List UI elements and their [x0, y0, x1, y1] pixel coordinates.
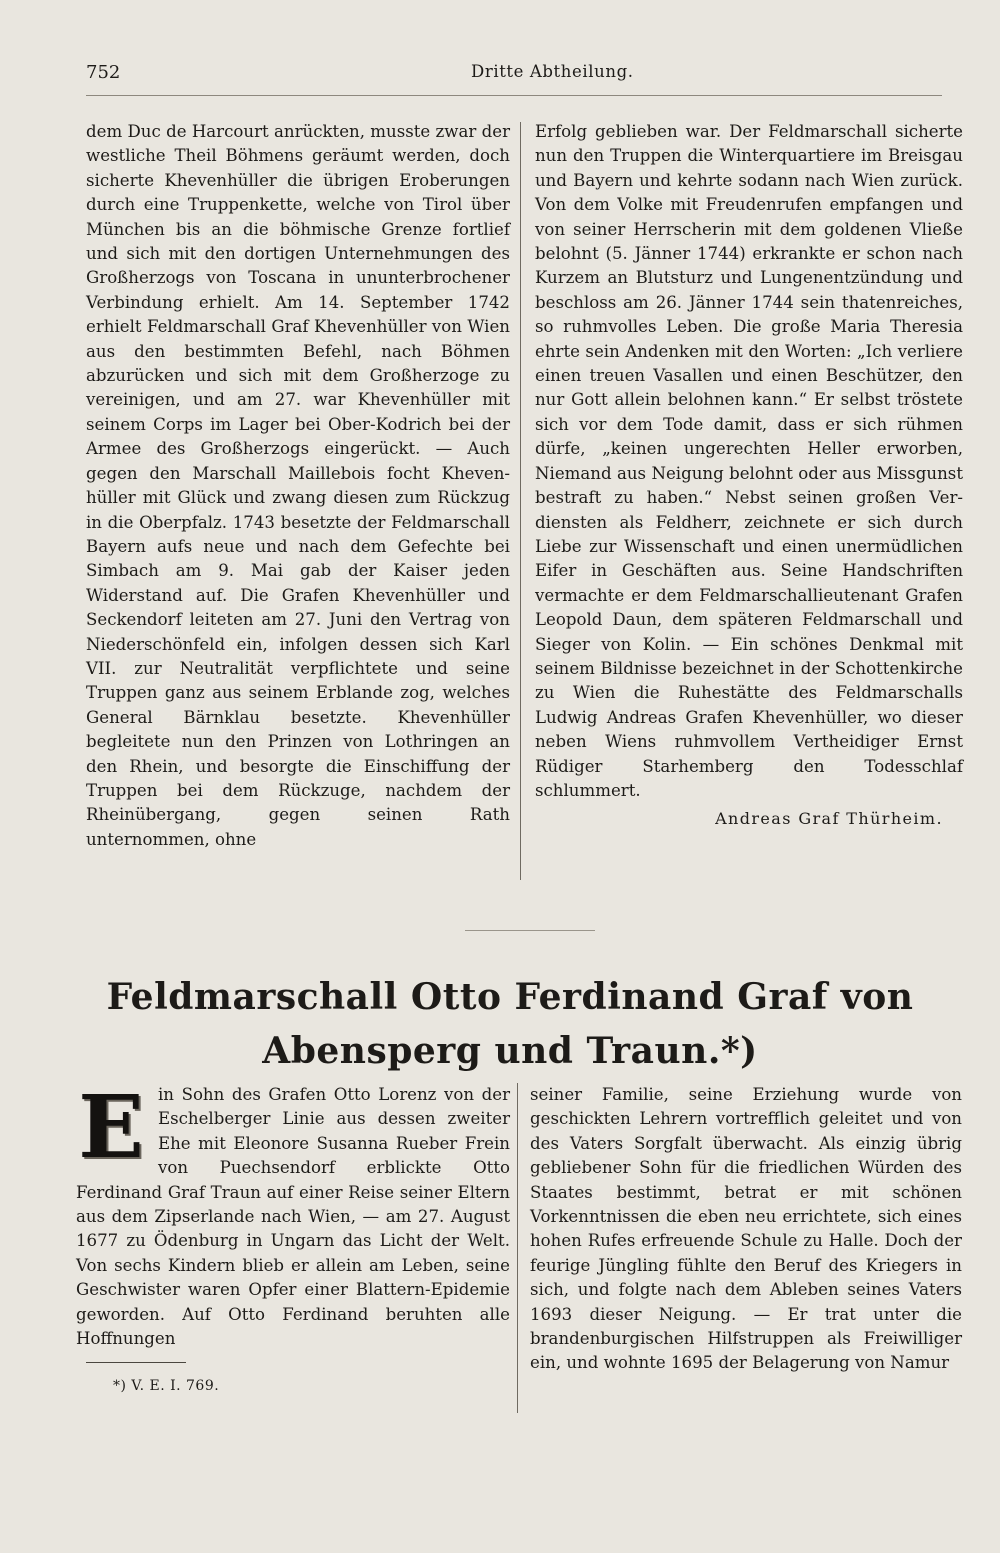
top-right-column — [535, 120, 963, 828]
bottom-left-column — [76, 1077, 510, 1351]
section-heading: Dritte Abtheilung. — [471, 62, 634, 81]
running-head — [86, 62, 940, 86]
bottom-right-column — [530, 1083, 962, 1376]
top-left-text: dem Duc de Harcourt anrückten, musste zwar der westliche Theil Böhmens geräumt werden, doch sicherte Khevenhüller die übrigen Eroberungen durch eine Truppenkette, welche von Tirol über München bis an die böhmische Grenze fortlief und sich mit den dortigen Unternehmungen des Großherzogs von Toscana in ununterbrochener Verbindung erhielt. Am 14. September 1742 erhielt Feldmarschall Graf Khevenhüller von Wien aus den bestimmten Befehl, nach Böhmen abzurücken und sich mit dem Großherzoge zu vereinigen, und am 27. war Khevenhüller mit seinem Corps im Lager bei Ober-Kodrich bei der Armee des Großherzogs eingerückt. — Auch gegen den Marschall Maillebois focht Khevenhüller mit Glück und zwang diesen zum Rückzug in die Oberpfalz. 1743 besetzte der Feldmarschall Bayern aufs neue und nach dem Gefechte bei Simbach am 9. Mai gab der Kaiser jeden Widerstand auf. Die Grafen Khevenhüller und Seckendorf leiteten am 27. Juni den Vertrag von Niederschönfeld ein, infolgen dessen sich Karl VII. zur Neutralität verpflichtete und seine Truppen ganz aus seinem Erblande zog, welches General Bärnklau besetzte. Khevenhüller begleitete nun den Prinzen von Lothringen an den Rhein, und besorgte die Einschiffung der Truppen bei dem Rückzuge, nachdem der Rheinübergang, gegen seinen Rath unternommen, ohne — [86, 122, 510, 849]
top-right-text: Erfolg geblieben war. Der Feldmarschall sicherte nun den Truppen die Winterquartiere im Breisgau und Bayern und kehrte sodann nach Wien zurück. Von dem Volke mit Freudenrufen empfangen und von seiner Herrscherin mit dem goldenen Vließe belohnt (5. Jänner 1744) erkrankte er schon nach Kurzem an Blutsturz und Lungenentzündung und beschloss am 26. Jänner 1744 sein thatenreiches, so ruhmvolles Leben. Die große Maria Theresia ehrte sein Andenken mit den Worten: „Ich verliere einen treuen Vasallen und einen Beschützer, den nur Gott allein belohnen kann.“ Er selbst tröstete sich vor dem Tode damit, dass er sich rühmen dürfe, „keinen ungerechten Heller erworben, Niemand aus Neigung belohnt oder aus Missgunst bestraft zu haben.“ Nebst seinen großen Verdiensten als Feldherr, zeichnete er sich durch Liebe zur Wissenschaft und einen unermüdlichen Eifer in Geschäften aus. Seine Handschriften vermachte er dem Feldmarschallieutenant Grafen Leopold Daun, dem späteren Feldmarschall und Sieger von Kolin. — Ein schönes Denkmal mit seinem Bildnisse bezeichnet in der Schottenkirche zu Wien die Ruhestätte des Feldmarschalls Ludwig Andreas Grafen Khevenhüller, wo dieser neben Wiens ruhmvollem Vertheidiger Ernst Rüdiger Starhemberg den Todesschlaf schlummert. — [535, 122, 963, 800]
bottom-left-body: in Sohn des Grafen Otto Lorenz von der Eschelberger Linie aus dessen zweiter Ehe mit Eleonore Susanna Rueber Frein von Puechsendorf erblickte Otto Ferdinand Graf Traun auf einer Reise seiner Eltern aus dem Zipserlande nach Wien, — am 27. August 1677 zu Ödenburg in Ungarn das Licht der Welt. Von sechs Kindern blieb er allein am Leben, seine Geschwister waren Opfer einer Blattern-Epidemie geworden. Auf Otto Ferdinand beruhten alle Hoffnungen — [76, 1085, 510, 1349]
column-divider — [520, 122, 521, 880]
page-number: 752 — [86, 62, 121, 83]
section-separator — [465, 930, 595, 931]
footnote-rule — [86, 1362, 186, 1363]
header-rule — [86, 95, 942, 96]
column-divider-bottom — [517, 1083, 518, 1413]
bottom-right-text: seiner Familie, seine Erziehung wurde von geschickten Lehrern vortrefflich geleitet und von des Vaters Sorgfalt überwacht. Als einzig übrig gebliebener Sohn für die friedlichen Würden des Staates bestimmt, betrat er mit schönen Vorkenntnissen die eben neu errichtete, sich eines hohen Rufes erfreuende Schule zu Halle. Doch der feurige Jüngling fühlte den Beruf des Kriegers in sich, und folgte nach dem Ableben seines Vaters 1693 dieser Neigung. — Er trat unter die brandenburgischen Hilfstruppen als Freiwilliger ein, und wohnte 1695 der Belagerung von Namur — [530, 1085, 962, 1373]
article-title: Feldmarschall Otto Ferdinand Graf von Abensperg und Traun.*) — [106, 976, 914, 1072]
bottom-left-text — [76, 1077, 510, 1351]
top-left-column — [86, 120, 510, 852]
drop-cap-initial: E — [78, 1077, 144, 1178]
footnote: *) V. E. I. 769. — [113, 1378, 220, 1394]
author-signature: Andreas Graf Thürheim. — [715, 809, 943, 829]
